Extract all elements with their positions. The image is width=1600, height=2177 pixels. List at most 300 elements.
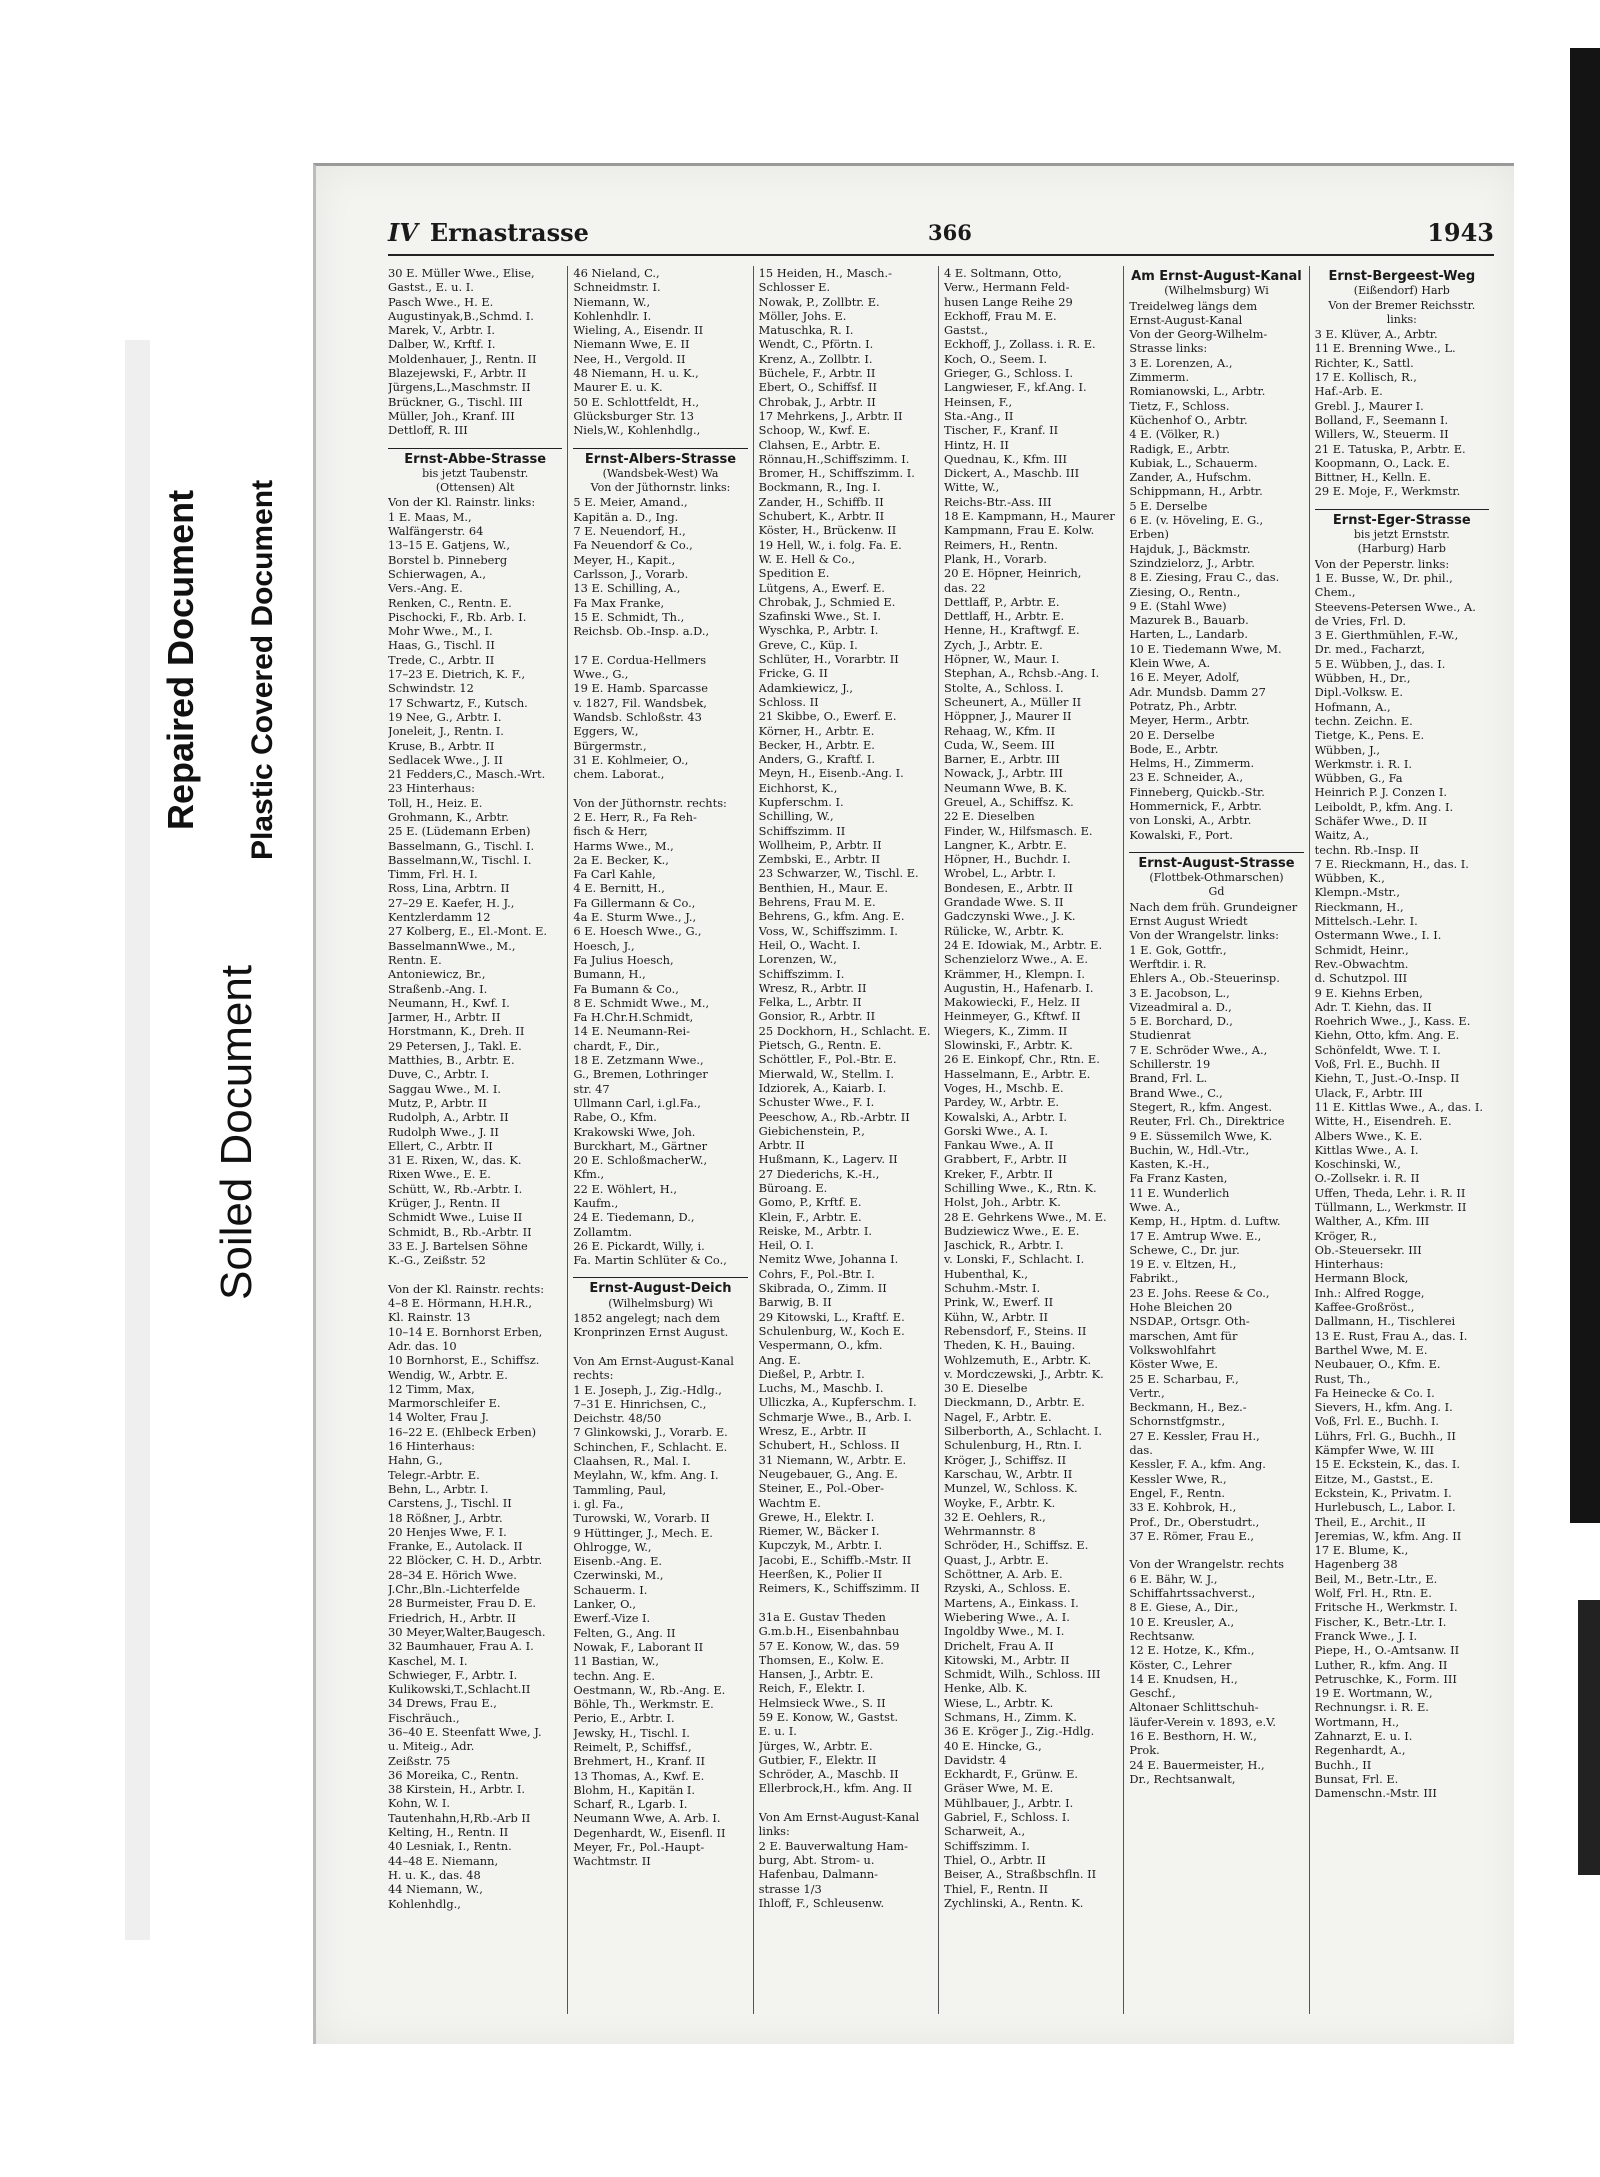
directory-entry: Ziesing, O., Rentn., <box>1129 584 1241 599</box>
directory-entry: Potratz, Ph., Arbtr. <box>1129 698 1238 713</box>
directory-entry: 21 E. Tatuska, P., Arbtr. E. <box>1314 441 1466 456</box>
directory-entry: 11 E. Wunderlich <box>1129 1185 1230 1200</box>
directory-entry: Prink, W., Ewerf. II <box>943 1295 1054 1310</box>
directory-entry: 24 E. Bauermeister, H., <box>1129 1757 1265 1772</box>
directory-entry <box>573 1340 747 1354</box>
directory-entry: 44 Niemann, W., <box>388 1882 483 1897</box>
directory-entry: Spedition E. <box>758 566 830 581</box>
directory-entry: Chrobak, J., Arbtr. II <box>758 394 876 409</box>
directory-column <box>1309 266 1494 2014</box>
directory-entry: 27–29 E. Kaefer, H. J., <box>388 895 515 910</box>
header-rule <box>388 254 1494 256</box>
directory-entry: Dettlaff, P., Arbtr. E. <box>943 594 1060 609</box>
directory-entry: 24 E. Idowiak, M., Arbtr. E. <box>943 937 1103 952</box>
directory-entry: Ewerf.-Vize I. <box>573 1611 651 1626</box>
directory-entry: Zollamtm. <box>573 1224 632 1239</box>
directory-entry: u. Miteig., Adr. <box>388 1739 475 1754</box>
directory-entry: Werkmstr. i. R. I. <box>1314 756 1412 771</box>
directory-entry: Fa Carl Kahle, <box>573 867 656 882</box>
directory-entry: 3 E. Jacobson, L., <box>1129 985 1230 1000</box>
directory-entry: Willers, W., Steuerm. II <box>1314 427 1449 442</box>
directory-entry: Heil, O., Wacht. I. <box>758 937 861 952</box>
directory-entry: 2a E. Becker, K., <box>573 852 669 867</box>
directory-entry: Giebichenstein, P., <box>758 1123 865 1138</box>
directory-entry: Benthien, H., Maur. E. <box>758 880 888 895</box>
directory-entry: Bumann, H., <box>573 967 646 982</box>
street-subheading: bis jetzt Taubenstr. <box>422 466 529 480</box>
directory-entry: Skibrada, O., Zimm. II <box>758 1281 887 1296</box>
directory-entry: Wieling, A., Eisendr. II <box>573 323 704 338</box>
street-heading: Ernst-Bergeest-Weg <box>1328 269 1476 284</box>
directory-entry: chem. Laborat., <box>573 767 665 782</box>
directory-entry: Duve, C., Arbtr. I. <box>388 1067 490 1082</box>
directory-entry: Gastst., <box>943 323 988 338</box>
directory-entry: Schröder, H., Schiffsz. E. <box>943 1538 1089 1553</box>
directory-entry: Fa Heinecke & Co. I. <box>1314 1385 1435 1400</box>
directory-entry: Wendt, C., Pförtn. I. <box>758 337 874 352</box>
directory-entry: Kampmann, Frau E. Kolw. <box>943 523 1095 538</box>
directory-entry: 28–34 E. Hörich Wwe. <box>388 1567 517 1582</box>
directory-entry: Rixen Wwe., E. E. <box>388 1167 491 1182</box>
directory-entry: Reuter, Frl. Ch., Direktrice <box>1129 1114 1285 1129</box>
directory-entry: Franck Wwe., J. I. <box>1314 1628 1418 1643</box>
directory-entry: Augustin, H., Hafenarb. I. <box>943 980 1094 995</box>
directory-entry: Fa Neuendorf & Co., <box>573 538 693 553</box>
directory-entry: 19 Hell, W., i. folg. Fa. E. <box>758 537 902 552</box>
directory-entry: Krakowski Wwe, Joh. <box>573 1124 696 1139</box>
directory-entry: Köster Wwe, E. <box>1129 1357 1218 1372</box>
directory-entry: Hasselmann, E., Arbtr. E. <box>943 1066 1091 1081</box>
street-subheading: (Flottbek-Othmarschen) <box>1149 871 1284 885</box>
street-subheading: (Wandsbek-West) Wa <box>602 466 719 480</box>
directory-entry: 7 Glinkowski, J., Vorarb. E. <box>573 1425 728 1440</box>
directory-entry: husen Lange Reihe 29 <box>943 294 1073 309</box>
directory-entry: Schloss. II <box>758 694 819 709</box>
directory-entry: Kessler Wwe, R., <box>1129 1471 1227 1486</box>
directory-entry: 22 E. Wöhlert, H., <box>573 1181 677 1196</box>
directory-entry: Mutz, P., Arbtr. II <box>388 1095 488 1110</box>
directory-entry: Koschinski, W., <box>1314 1157 1401 1172</box>
directory-entry: d. Schutzpol. III <box>1314 971 1408 986</box>
directory-column <box>567 266 752 2014</box>
directory-entry: Cohrs, F., Pol.-Btr. I. <box>758 1266 875 1281</box>
directory-entry: Wachtm E. <box>758 1495 821 1510</box>
directory-entry: Petruschke, K., Form. III <box>1314 1671 1457 1686</box>
directory-entry: Kulikowski,T.,Schlacht.II <box>388 1682 531 1697</box>
directory-entry: Barner, E., Arbtr. III <box>943 752 1060 767</box>
directory-entry: Wachtmstr. II <box>573 1854 651 1869</box>
directory-entry: 44–48 E. Niemann, <box>388 1853 499 1868</box>
directory-entry: Pietsch, G., Rentn. E. <box>758 1038 882 1053</box>
directory-entry: Mierwald, W., Stellm. I. <box>758 1066 895 1081</box>
directory-entry: Fa Franz Kasten, <box>1129 1171 1228 1186</box>
directory-entry: Voss, W., Schiffszimm. I. <box>758 923 898 938</box>
directory-entry: Czerwinski, M., <box>573 1568 664 1583</box>
directory-entry: Gastst., E. u. I. <box>388 280 474 295</box>
directory-entry: Cuda, W., Seem. III <box>943 737 1055 752</box>
directory-entry: Haf.-Arb. E. <box>1314 384 1383 399</box>
directory-entry: 3 E. Gierthmühlen, F.-W., <box>1314 628 1459 643</box>
directory-entry: Makowiecki, F., Helz. II <box>943 995 1081 1010</box>
directory-entry: Voß, Frl. E., Buchh. I. <box>1314 1414 1440 1429</box>
directory-entry: Schiffszimm. I. <box>758 966 845 981</box>
directory-entry: Brehmert, H., Kranf. II <box>573 1754 705 1769</box>
directory-entry: Schröder, A., Maschb. II <box>758 1767 899 1782</box>
directory-entry: Trede, C., Arbtr. II <box>388 652 495 667</box>
directory-entry: Richter, K., Sattl. <box>1314 355 1414 370</box>
directory-entry: Möller, Johs. E. <box>758 308 847 323</box>
directory-entry: J.Chr.,Bln.-Lichterfelde <box>388 1582 520 1597</box>
directory-entry: Schiffahrtssachverst., <box>1129 1586 1256 1601</box>
directory-entry: Reiske, M., Arbtr. I. <box>758 1223 872 1238</box>
directory-entry: 16 Hinterhaus: <box>388 1439 475 1454</box>
directory-entry: Luther, R., kfm. Ang. II <box>1314 1657 1448 1672</box>
directory-entry: 33 E. J. Bartelsen Söhne <box>388 1238 528 1253</box>
directory-entry: Schöttler, F., Pol.-Btr. E. <box>758 1052 897 1067</box>
directory-entry: Verw., Hermann Feld- <box>943 280 1070 295</box>
directory-entry: Piepe, H., O.-Amtsanw. II <box>1314 1643 1460 1658</box>
directory-entry: Matuschka, R. I. <box>758 323 854 338</box>
directory-column <box>938 266 1123 2014</box>
directory-entry: Gräser Wwe, M. E. <box>943 1781 1054 1796</box>
directory-entry: 11 E. Brenning Wwe., L. <box>1314 341 1456 356</box>
directory-entry: Helmsieck Wwe., S. II <box>758 1695 886 1710</box>
directory-entry: Wandsb. Schloßstr. 43 <box>573 709 702 724</box>
directory-entry: 27 E. Kessler, Frau H., <box>1129 1428 1260 1443</box>
directory-entry: Mohr Wwe., M., I. <box>388 624 493 639</box>
directory-entry <box>1129 1543 1303 1557</box>
directory-entry: Niemann, W., <box>573 294 651 309</box>
directory-entry: Mittelsch.-Lehr. I. <box>1314 914 1418 929</box>
directory-entry: Neumann Wwe, B. K. <box>943 780 1068 795</box>
directory-entry: 8 E. Schmidt Wwe., M., <box>573 995 710 1010</box>
directory-entry: 13 Thomas, A., Kwf. E. <box>573 1768 705 1783</box>
street-heading: Am Ernst-August-Kanal <box>1131 269 1302 284</box>
directory-entry: Helms, H., Zimmerm. <box>1129 756 1255 771</box>
directory-entry: Uffen, Theda, Lehr. i. R. II <box>1314 1185 1466 1200</box>
directory-entry: Nach dem früh. Grundeigner <box>1129 899 1298 914</box>
directory-entry: Küchenhof O., Arbtr. <box>1129 412 1248 427</box>
directory-entry: Zander, A., Hufschm. <box>1129 470 1252 485</box>
directory-entry: Wendig, W., Arbtr. E. <box>388 1367 508 1382</box>
directory-entry: Martens, A., Einkass. I. <box>943 1595 1079 1610</box>
scanner-edge-bar <box>1570 48 1600 1523</box>
directory-entry: Schiffszimm. II <box>758 823 846 838</box>
directory-entry: Schwindstr. 12 <box>388 681 474 696</box>
directory-entry: Reimers, H., Rentn. <box>943 537 1059 552</box>
directory-entry: 17 E. Cordua-Hellmers <box>573 652 707 667</box>
directory-entry: 23 Hinterhaus: <box>388 781 475 796</box>
directory-entry: Szindzielorz, J., Arbtr. <box>1129 555 1255 570</box>
directory-entry: Schmidt, B., Rb.-Arbtr. II <box>388 1224 532 1239</box>
directory-entry: 11 Bastian, W., <box>573 1654 659 1669</box>
directory-entry: Von der Peperstr. links: <box>1314 556 1450 571</box>
directory-entry: Engel, F., Rentn. <box>1129 1485 1226 1500</box>
directory-entry: 13 E. Schilling, A., <box>573 581 681 596</box>
directory-entry: 16 E. Meyer, Adolf, <box>1129 670 1240 685</box>
directory-entry: Bondesen, E., Arbtr. II <box>943 880 1073 895</box>
directory-entry: 32 Baumhauer, Frau A. I. <box>388 1639 534 1654</box>
directory-entry: Schenzielorz Wwe., A. E. <box>943 952 1088 967</box>
directory-entry: Ebert, O., Schiffsf. II <box>758 380 877 395</box>
directory-entry: Dickert, A., Maschb. III <box>943 466 1080 481</box>
directory-entry: 9 E. Kiehns Erben, <box>1314 985 1423 1000</box>
directory-entry: 7 E. Schröder Wwe., A., <box>1129 1042 1268 1057</box>
directory-entry: Von der Kl. Rainstr. links: <box>388 495 536 510</box>
directory-entry: Kohlenhdlr. I. <box>573 308 652 323</box>
directory-entry: Jürgens,L.,Maschmstr. II <box>388 380 531 395</box>
directory-entry: Schillerstr. 19 <box>1129 1057 1211 1072</box>
directory-entry: Grabbert, F., Arbtr. II <box>943 1152 1067 1167</box>
directory-entry: 21 Fedders,C., Masch.-Wrt. <box>388 767 546 782</box>
directory-entry: Kentzlerdamm 12 <box>388 910 491 925</box>
directory-entry: Anders, G., Kraftf. I. <box>758 752 876 767</box>
directory-entry: 13 E. Rust, Frau A., das. I. <box>1314 1328 1468 1343</box>
directory-entry: Schmidt Wwe., Luise II <box>388 1210 523 1225</box>
directory-entry: Fa Bumann & Co., <box>573 981 679 996</box>
street-subheading: (Eißendorf) Harb <box>1353 284 1450 298</box>
directory-entry: 31 E. Rixen, W., das. K. <box>388 1153 522 1168</box>
directory-entry: 27 Diederichs, K.-H., <box>758 1166 880 1181</box>
directory-entry: Müller, Joh., Kranf. III <box>388 408 515 423</box>
directory-entry: Nee, H., Vergold. II <box>573 351 686 366</box>
directory-entry: Hahn, G., <box>388 1453 443 1468</box>
directory-entry: 4–8 E. Hörmann, H.H.R., <box>388 1296 533 1311</box>
directory-entry: Schmidt, Heinr., <box>1314 942 1409 957</box>
condition-labels <box>0 0 320 1300</box>
directory-entry: Wübben, G., Fa <box>1314 771 1403 786</box>
directory-entry: Reimers, K., Schiffszimm. II <box>758 1581 920 1596</box>
directory-entry: Köster, C., Lehrer <box>1129 1657 1232 1672</box>
directory-entry: Lührs, Frl. G., Buchh., II <box>1314 1428 1456 1443</box>
directory-entry: Ulack, F., Arbtr. III <box>1314 1085 1423 1100</box>
directory-entry: 14 Wolter, Frau J. <box>388 1410 489 1425</box>
directory-entry: Hermann Block, <box>1314 1271 1409 1286</box>
directory-entry: Ernst-August-Kanal <box>1129 312 1243 327</box>
directory-entry: Dr., Rechtsanwalt, <box>1129 1771 1236 1786</box>
directory-entry: Hurlebusch, L., Labor. I. <box>1314 1500 1456 1515</box>
directory-entry: Ehlers A., Ob.-Steuerinsp. <box>1129 971 1280 986</box>
directory-entry: Rudolph, A., Arbtr. II <box>388 1110 509 1125</box>
directory-entry: Barthel Wwe, M. E. <box>1314 1342 1428 1357</box>
directory-entry: Ob.-Steuersekr. III <box>1314 1242 1422 1257</box>
directory-entry: Heinmeyer, G., Kftwf. II <box>943 1009 1081 1024</box>
directory-entry: 34 Drews, Frau E., <box>388 1696 497 1711</box>
directory-entry: Treidelweg längs dem <box>1129 298 1258 313</box>
directory-entry: Rechtsanw. <box>1129 1628 1195 1643</box>
directory-entry: 4 E. (Völker, R.) <box>1129 427 1220 442</box>
directory-entry: Sta.-Ang., II <box>943 408 1014 423</box>
directory-entry <box>759 1596 933 1610</box>
directory-entry: Szafinski Wwe., St. I. <box>758 609 881 624</box>
directory-entry: Pischocki, F., Rb. Arb. I. <box>388 609 527 624</box>
directory-entry: Toll, H., Heiz. E. <box>388 795 483 810</box>
directory-entry: Nowack, J., Arbtr. III <box>943 766 1063 781</box>
directory-entry: W. E. Hell & Co., <box>758 551 856 566</box>
directory-entry: Kowalski, A., Arbtr. I. <box>943 1109 1068 1124</box>
directory-entry: Kitowski, M., Arbtr. II <box>943 1652 1070 1667</box>
directory-entry: 50 E. Schlottfeldt, H., <box>573 394 700 409</box>
directory-entry: Schneidmstr. I. <box>573 280 661 295</box>
directory-entry: Fa Gillermann & Co., <box>573 895 696 910</box>
directory-entry: Strasse links: <box>1129 341 1208 356</box>
directory-entry: Vertr., <box>1129 1385 1165 1400</box>
directory-entry: Inh.: Alfred Rogge, <box>1314 1285 1425 1300</box>
directory-entry: Joneleit, J., Rentn. I. <box>388 724 504 739</box>
directory-entry: Büchele, F., Arbtr. II <box>758 366 876 381</box>
directory-entry: links: <box>758 1824 790 1839</box>
directory-entry: Buchin, W., Hdl.-Vtr., <box>1129 1142 1250 1157</box>
directory-entry: Rudolph Wwe., J. II <box>388 1124 499 1139</box>
directory-entry: 46 Nieland, C., <box>573 266 660 280</box>
directory-entry: Marmorschleifer E. <box>388 1396 501 1411</box>
directory-entry: Fabrikt., <box>1129 1271 1179 1286</box>
directory-entry: von Lonski, A., Arbtr. <box>1129 813 1252 828</box>
directory-entry: Meyer, Herm., Arbtr. <box>1129 713 1250 728</box>
directory-entry: 25 Dockhorn, H., Schlacht. E. <box>758 1023 931 1038</box>
directory-entry: Lorenzen, W., <box>758 952 837 967</box>
directory-entry: Fa Max Franke, <box>573 595 665 610</box>
directory-entry: Henke, Alb. K. <box>943 1681 1028 1696</box>
directory-entry: 10 Bornhorst, E., Schiffsz. <box>388 1353 540 1368</box>
directory-entry: 24 E. Tiedemann, D., <box>573 1210 695 1225</box>
directory-entry: Höpner, W., Maur. I. <box>943 652 1060 667</box>
directory-entry: 30 E. Dieselbe <box>943 1381 1028 1396</box>
directory-entry: Kupczyk, M., Arbtr. I. <box>758 1538 883 1553</box>
directory-entry: 19 E. Hamb. Sparcasse <box>573 681 708 696</box>
directory-entry: 16–22 E. (Ehlbeck Erben) <box>388 1424 537 1439</box>
directory-entry: Claahsen, R., Mal. I. <box>573 1454 691 1469</box>
directory-entry: Rzyski, A., Schloss. E. <box>943 1581 1071 1596</box>
directory-entry: Ullmann Carl, i.gl.Fa., <box>573 1095 701 1110</box>
directory-entry: Kühn, W., Arbtr. II <box>943 1309 1049 1324</box>
directory-entry: Neumann, H., Kwf. I. <box>388 995 510 1010</box>
directory-entry: Köster, H., Brückenw. II <box>758 523 897 538</box>
directory-entry: Damenschn.-Mstr. III <box>1314 1786 1437 1801</box>
directory-entry: Greuel, A., Schiffsz. K. <box>943 794 1074 809</box>
directory-entry: Kaschel, M. I. <box>388 1653 468 1668</box>
directory-entry: Kröger, J., Schiffsz. II <box>943 1452 1067 1467</box>
directory-entry: 23 E. Johs. Reese & Co., <box>1129 1285 1270 1300</box>
directory-entry: Theil, E., Archit., II <box>1314 1514 1426 1529</box>
directory-entry: 31 Niemann, W., Arbtr. E. <box>758 1452 907 1467</box>
directory-entry: Klempn.-Mstr., <box>1314 885 1400 900</box>
directory-entry: Schinchen, F., Schlacht. E. <box>573 1439 728 1454</box>
street-subheading: Von der Jüthornstr. links: <box>590 481 731 495</box>
directory-entry: Schäfer Wwe., D. II <box>1314 813 1428 828</box>
directory-entry: Brückner, G., Tischl. III <box>388 394 523 409</box>
directory-entry: Ostermann Wwe., I. I. <box>1314 928 1442 943</box>
directory-entry: 4 E. Bernitt, H., <box>573 881 665 896</box>
directory-entry: Kowalski, F., Port. <box>1129 827 1233 842</box>
directory-entry: strasse 1/3 <box>758 1881 822 1896</box>
directory-entry: Straßenb.-Ang. I. <box>388 981 488 996</box>
directory-entry: Beckmann, H., Bez.- <box>1129 1400 1247 1415</box>
directory-entry: Kohlenhdlg., <box>388 1896 461 1911</box>
directory-entry: Eichhorst, K., <box>758 780 838 795</box>
directory-entry: 5 E. Meier, Amand., <box>573 495 688 510</box>
directory-entry: Reimelt, P., Schiffsf., <box>573 1739 692 1754</box>
directory-entry: Drichelt, Frau A. II <box>943 1638 1054 1653</box>
district-number: IV <box>388 218 418 247</box>
directory-entry: 15 Heiden, H., Masch.- <box>758 266 892 280</box>
directory-entry: Eisenb.-Ang. E. <box>573 1554 663 1569</box>
directory-entry: Antoniewicz, Br., <box>388 967 486 982</box>
directory-entry: Körner, H., Arbtr. E. <box>758 723 875 738</box>
directory-entry: 5 E. Borchard, D., <box>1129 1014 1233 1029</box>
directory-entry: Finder, W., Hilfsmasch. E. <box>943 823 1093 838</box>
directory-entry: Bürgermstr., <box>573 738 647 753</box>
directory-entry: Pasch Wwe., H. E. <box>388 294 494 309</box>
directory-entry: Behn, L., Arbtr. I. <box>388 1481 489 1496</box>
directory-entry: Henne, H., Kraftwgf. E. <box>943 623 1080 638</box>
directory-entry: Grieger, G., Schloss. I. <box>943 366 1074 381</box>
directory-entry: 2 E. Herr, R., Fa Reh- <box>573 809 697 824</box>
directory-entry: Witte, H., Eisendreh. E. <box>1314 1114 1452 1129</box>
directory-entry: Scharweit, A., <box>943 1824 1026 1839</box>
directory-entry: techn. Zeichn. E. <box>1314 713 1413 728</box>
directory-entry: Eckstein, K., Privatm. I. <box>1314 1485 1452 1500</box>
directory-entry: 22 Blöcker, C. H. D., Arbtr. <box>388 1553 543 1568</box>
directory-entry: Woyke, F., Arbtr. K. <box>943 1495 1056 1510</box>
directory-entry: Gorski Wwe., A. I. <box>943 1123 1049 1138</box>
directory-entry: Schilling Wwe., K., Rtn. K. <box>943 1181 1097 1195</box>
directory-entry: Idziorek, A., Kaiarb. I. <box>758 1080 887 1095</box>
directory-entry: Maurer E. u. K. <box>573 380 663 395</box>
directory-entry: v. 1827, Fil. Wandsbek, <box>573 695 707 710</box>
street-heading: Ernst-Albers-Strasse <box>573 448 747 467</box>
directory-entry: Kiehn, T., Just.-O.-Insp. II <box>1314 1071 1460 1086</box>
directory-entry: Neugebauer, G., Ang. E. <box>758 1466 898 1481</box>
directory-entry: Hoesch, J., <box>573 938 635 953</box>
label-plastic-covered-document: Plastic Covered Document <box>246 479 279 860</box>
directory-entry: Nagel, F., Arbtr. E. <box>943 1409 1052 1424</box>
directory-entry: Walther, A., Kfm. III <box>1314 1214 1430 1229</box>
directory-entry: Kl. Rainstr. 13 <box>388 1310 471 1325</box>
directory-entry: Schlosser E. <box>758 280 831 295</box>
directory-entry: Altonaer Schlittschuh- <box>1129 1700 1259 1715</box>
directory-entry: Ulliczka, A., Kupferschm. I. <box>758 1395 917 1410</box>
directory-entry: 16 E. Besthorn, H. W., <box>1129 1728 1257 1743</box>
directory-entry: Fa Julius Hoesch, <box>573 952 674 967</box>
directory-entry: O.-Zollsekr. i. R. II <box>1314 1171 1420 1186</box>
directory-entry: Chrobak, J., Schmied E. <box>758 594 896 609</box>
directory-entry: Theden, K. H., Bauing. <box>943 1338 1076 1353</box>
directory-entry: 30 E. Müller Wwe., Elise, <box>388 266 535 280</box>
directory-entry: 5 E. Derselbe <box>1129 498 1208 513</box>
directory-entry: Ohlrogge, W., <box>573 1539 652 1554</box>
directory-entry: Luchs, M., Maschb. I. <box>758 1381 884 1396</box>
directory-entry: Wollheim, P., Arbtr. II <box>758 837 882 852</box>
directory-entry: Wrobel, L., Arbtr. I. <box>943 866 1056 881</box>
directory-entry: 17 E. Kollisch, R., <box>1314 370 1417 385</box>
directory-entry: Jürges, W., Arbtr. E. <box>758 1738 873 1753</box>
directory-entry: Munzel, W., Schloss. K. <box>943 1481 1078 1496</box>
directory-entry: 7 E. Rieckmann, H., das. I. <box>1314 856 1469 871</box>
directory-entry: 18 Rößner, J., Arbtr. <box>388 1510 503 1525</box>
directory-entry: Werftdir. i. R. <box>1129 956 1207 971</box>
directory-entry: Hagenberg 38 <box>1314 1557 1398 1572</box>
directory-entry: Steevens-Petersen Wwe., A. <box>1314 599 1476 614</box>
street-heading: Ernst-August-Strasse <box>1129 852 1303 871</box>
directory-entry: Tautenhahn,H,Rb.-Arb II <box>388 1810 531 1825</box>
street-subheading: (Harburg) Harb <box>1357 542 1446 556</box>
directory-entry: Gabriel, F., Schloss. I. <box>943 1810 1070 1825</box>
directory-entry: Eckhoff, Frau M. E. <box>943 308 1057 323</box>
directory-entry: Rev.-Obwachtm. <box>1314 956 1409 971</box>
directory-entry: 17 Schwartz, F., Kutsch. <box>388 695 528 710</box>
directory-entry: 14 E. Knudsen, H., <box>1129 1671 1238 1686</box>
